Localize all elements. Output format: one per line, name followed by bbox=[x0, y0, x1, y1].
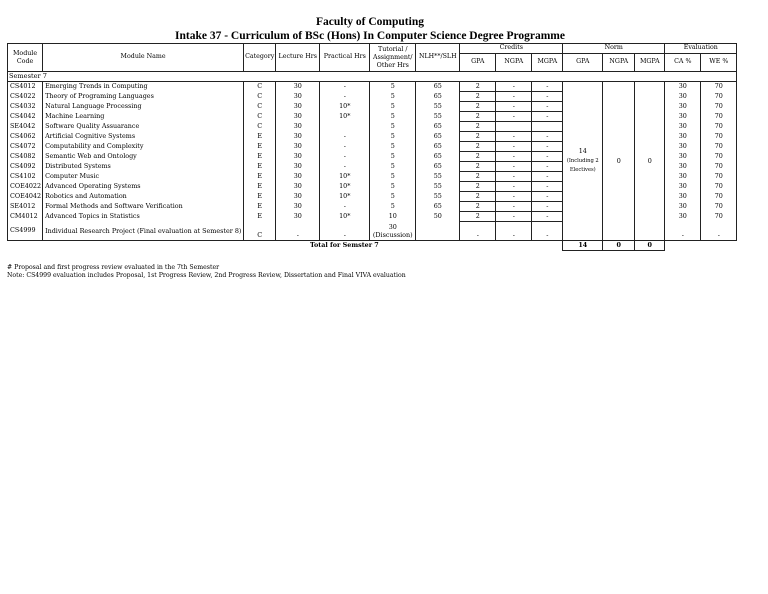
total-label: Total for Semster 7 bbox=[310, 241, 379, 250]
curriculum-title: Intake 37 - Curriculum of BSc (Hons) In Computer Science Degree Programme bbox=[175, 30, 565, 42]
module-nlh: 65 bbox=[416, 162, 460, 172]
module-credit-ngpa: - bbox=[496, 102, 532, 112]
header-module-name: Module Name bbox=[43, 44, 244, 72]
module-name: Theory of Programing Languages bbox=[43, 92, 244, 102]
norm-mgpa-cell: 0 bbox=[635, 82, 665, 241]
header-module-code: Module Code bbox=[8, 44, 43, 72]
module-ca: 30 bbox=[665, 142, 701, 152]
module-code: CS4072 bbox=[8, 142, 43, 152]
module-tutorial-hrs: 5 bbox=[370, 142, 416, 152]
module-nlh: 55 bbox=[416, 102, 460, 112]
module-credit-ngpa: - bbox=[496, 152, 532, 162]
module-tutorial-hrs: 5 bbox=[370, 182, 416, 192]
module-name: Robotics and Automation bbox=[43, 192, 244, 202]
module-practical-hrs: 10* bbox=[320, 182, 370, 192]
module-ca: 30 bbox=[665, 162, 701, 172]
module-credit-gpa: 2 bbox=[460, 102, 496, 112]
module-code: COE4042 bbox=[8, 192, 43, 202]
module-we: 70 bbox=[701, 192, 737, 202]
module-tutorial-hrs: 5 bbox=[370, 192, 416, 202]
module-credit-mgpa: - bbox=[532, 202, 563, 212]
module-lecture-hrs: 30 bbox=[276, 142, 320, 152]
header-practical-hrs: Practical Hrs bbox=[320, 44, 370, 72]
module-ca: 30 bbox=[665, 152, 701, 162]
module-practical-hrs: - bbox=[320, 152, 370, 162]
module-we: 70 bbox=[701, 172, 737, 182]
module-we: 70 bbox=[701, 202, 737, 212]
total-row bbox=[8, 241, 737, 251]
module-we: 70 bbox=[701, 102, 737, 112]
footnote-proposal: # Proposal and first progress review evaluated in the 7th Semester bbox=[7, 264, 220, 271]
module-category: C bbox=[244, 222, 276, 241]
module-credit-mgpa: - bbox=[532, 92, 563, 102]
module-ca: 30 bbox=[665, 112, 701, 122]
module-credit-mgpa: - bbox=[532, 192, 563, 202]
module-lecture-hrs: 30 bbox=[276, 102, 320, 112]
module-credit-ngpa: - bbox=[496, 182, 532, 192]
module-lecture-hrs: - bbox=[276, 222, 320, 241]
module-tutorial-hrs: 5 bbox=[370, 172, 416, 182]
header-tutorial-hrs: Tutorial / Assignment/ Other Hrs bbox=[370, 44, 416, 72]
module-lecture-hrs: 30 bbox=[276, 182, 320, 192]
module-lecture-hrs: 30 bbox=[276, 82, 320, 92]
module-credit-gpa: 2 bbox=[460, 182, 496, 192]
module-credit-mgpa: - bbox=[532, 82, 563, 92]
module-practical-hrs: - bbox=[320, 222, 370, 241]
header-credits-ngpa: NGPA bbox=[496, 54, 532, 72]
header-ca: CA % bbox=[665, 54, 701, 72]
module-credit-ngpa: - bbox=[496, 82, 532, 92]
header-lecture-hrs: Lecture Hrs bbox=[276, 44, 320, 72]
total-ngpa: 0 bbox=[603, 241, 635, 251]
module-credit-gpa: 2 bbox=[460, 202, 496, 212]
module-credit-gpa: 2 bbox=[460, 82, 496, 92]
header-credits: Credits bbox=[460, 44, 563, 54]
module-credit-gpa: 2 bbox=[460, 172, 496, 182]
module-code: SE4042 bbox=[8, 122, 43, 132]
module-credit-mgpa: - bbox=[532, 132, 563, 142]
module-credit-mgpa: - bbox=[532, 172, 563, 182]
module-credit-mgpa: - bbox=[532, 222, 563, 241]
module-we: 70 bbox=[701, 92, 737, 102]
module-name: Computer Music bbox=[43, 172, 244, 182]
norm-gpa-cell bbox=[563, 82, 603, 241]
module-nlh bbox=[416, 222, 460, 241]
module-code: CS4062 bbox=[8, 132, 43, 142]
module-practical-hrs: 10* bbox=[320, 212, 370, 222]
header-category: Category bbox=[244, 44, 276, 72]
module-credit-mgpa: - bbox=[532, 212, 563, 222]
module-nlh: 65 bbox=[416, 82, 460, 92]
norm-gpa-note: (Including 2 Electives) bbox=[566, 157, 599, 174]
module-category: E bbox=[244, 202, 276, 212]
module-category: E bbox=[244, 192, 276, 202]
header-we: WE % bbox=[701, 54, 737, 72]
module-nlh: 55 bbox=[416, 112, 460, 122]
module-credit-mgpa: - bbox=[532, 112, 563, 122]
module-practical-hrs: - bbox=[320, 202, 370, 212]
header-norm: Norm bbox=[563, 44, 665, 54]
module-nlh: 50 bbox=[416, 212, 460, 222]
module-credit-ngpa: - bbox=[496, 192, 532, 202]
module-lecture-hrs: 30 bbox=[276, 132, 320, 142]
norm-ngpa-cell: 0 bbox=[603, 82, 635, 241]
module-ca: 30 bbox=[665, 92, 701, 102]
module-tutorial-hrs: 5 bbox=[370, 152, 416, 162]
module-tutorial-hrs: 10 bbox=[370, 212, 416, 222]
module-credit-ngpa: - bbox=[496, 212, 532, 222]
module-code: CS4032 bbox=[8, 102, 43, 112]
module-name: Emerging Trends in Computing bbox=[43, 82, 244, 92]
module-ca: 30 bbox=[665, 172, 701, 182]
module-practical-hrs: - bbox=[320, 142, 370, 152]
footnote-evaluation: Note: CS4999 evaluation includes Proposal, 1st Progress Review, 2nd Progress Review, Dissertation and Final VIVA evaluation bbox=[7, 272, 406, 279]
module-credit-gpa: 2 bbox=[460, 212, 496, 222]
module-credit-mgpa bbox=[532, 122, 563, 132]
norm-gpa-value: 14 bbox=[578, 146, 587, 155]
module-nlh: 55 bbox=[416, 172, 460, 182]
module-credit-gpa: 2 bbox=[460, 142, 496, 152]
module-name: Individual Research Project (Final evaluation at Semester 8) bbox=[43, 222, 244, 241]
module-we: 70 bbox=[701, 182, 737, 192]
module-credit-gpa: - bbox=[460, 222, 496, 241]
module-code: CS4042 bbox=[8, 112, 43, 122]
module-practical-hrs: 10* bbox=[320, 102, 370, 112]
module-ca: 30 bbox=[665, 182, 701, 192]
module-lecture-hrs: 30 bbox=[276, 122, 320, 132]
module-lecture-hrs: 30 bbox=[276, 92, 320, 102]
module-credit-ngpa: - bbox=[496, 142, 532, 152]
module-we: 70 bbox=[701, 142, 737, 152]
total-gpa: 14 bbox=[563, 241, 603, 251]
module-name: Advanced Operating Systems bbox=[43, 182, 244, 192]
module-tutorial-hrs: 5 bbox=[370, 122, 416, 132]
module-category: C bbox=[244, 112, 276, 122]
total-empty-ca bbox=[665, 241, 701, 251]
module-category: C bbox=[244, 122, 276, 132]
header-norm-mgpa: MGPA bbox=[635, 54, 665, 72]
module-nlh: 65 bbox=[416, 132, 460, 142]
module-credit-mgpa: - bbox=[532, 162, 563, 172]
module-category: E bbox=[244, 142, 276, 152]
total-mgpa: 0 bbox=[635, 241, 665, 251]
module-code: CS4102 bbox=[8, 172, 43, 182]
module-nlh: 65 bbox=[416, 122, 460, 132]
module-practical-hrs: - bbox=[320, 162, 370, 172]
module-code: CM4012 bbox=[8, 212, 43, 222]
module-category: E bbox=[244, 212, 276, 222]
module-credit-ngpa bbox=[496, 122, 532, 132]
module-code: CS4999 bbox=[8, 222, 43, 241]
module-we: 70 bbox=[701, 152, 737, 162]
module-we: 70 bbox=[701, 162, 737, 172]
module-tutorial-hrs: 5 bbox=[370, 132, 416, 142]
module-practical-hrs bbox=[320, 122, 370, 132]
module-name: Distributed Systems bbox=[43, 162, 244, 172]
module-credit-gpa: 2 bbox=[460, 192, 496, 202]
module-credit-gpa: 2 bbox=[460, 112, 496, 122]
module-code: CS4022 bbox=[8, 92, 43, 102]
semester-row bbox=[8, 72, 737, 82]
module-name: Software Quality Assuarance bbox=[43, 122, 244, 132]
module-code: SE4012 bbox=[8, 202, 43, 212]
module-nlh: 55 bbox=[416, 182, 460, 192]
module-ca: 30 bbox=[665, 82, 701, 92]
module-ca: 30 bbox=[665, 212, 701, 222]
module-tutorial-hrs: 5 bbox=[370, 102, 416, 112]
module-tutorial-hrs: 30 (Discussion) bbox=[370, 222, 416, 241]
module-name: Machine Learning bbox=[43, 112, 244, 122]
module-we: 70 bbox=[701, 82, 737, 92]
module-credit-ngpa: - bbox=[496, 222, 532, 241]
module-name: Natural Language Processing bbox=[43, 102, 244, 112]
header-norm-ngpa: NGPA bbox=[603, 54, 635, 72]
module-credit-gpa: 2 bbox=[460, 162, 496, 172]
curriculum-table bbox=[7, 43, 737, 251]
module-category: E bbox=[244, 182, 276, 192]
module-ca: 30 bbox=[665, 102, 701, 112]
module-credit-gpa: 2 bbox=[460, 132, 496, 142]
header-row-1 bbox=[8, 44, 737, 54]
module-tutorial-hrs: 5 bbox=[370, 162, 416, 172]
module-tutorial-hrs: 5 bbox=[370, 92, 416, 102]
module-name: Computability and Complexity bbox=[43, 142, 244, 152]
module-we: 70 bbox=[701, 132, 737, 142]
module-credit-ngpa: - bbox=[496, 92, 532, 102]
module-practical-hrs: - bbox=[320, 82, 370, 92]
module-tutorial-hrs: 5 bbox=[370, 82, 416, 92]
module-lecture-hrs: 30 bbox=[276, 192, 320, 202]
header-credits-gpa: GPA bbox=[460, 54, 496, 72]
module-category: E bbox=[244, 172, 276, 182]
module-code: CS4092 bbox=[8, 162, 43, 172]
module-credit-ngpa: - bbox=[496, 172, 532, 182]
module-ca: 30 bbox=[665, 202, 701, 212]
module-credit-mgpa: - bbox=[532, 102, 563, 112]
module-code: CS4082 bbox=[8, 152, 43, 162]
header-nlh: NLH**/SLH bbox=[416, 44, 460, 72]
header-credits-mgpa: MGPA bbox=[532, 54, 563, 72]
module-credit-gpa: 2 bbox=[460, 92, 496, 102]
module-credit-mgpa: - bbox=[532, 182, 563, 192]
module-lecture-hrs: 30 bbox=[276, 112, 320, 122]
module-nlh: 65 bbox=[416, 92, 460, 102]
module-credit-ngpa: - bbox=[496, 112, 532, 122]
module-category: E bbox=[244, 132, 276, 142]
module-practical-hrs: 10* bbox=[320, 192, 370, 202]
total-empty-we bbox=[701, 241, 737, 251]
module-nlh: 65 bbox=[416, 202, 460, 212]
module-category: C bbox=[244, 102, 276, 112]
module-name: Artificial Cognitive Systems bbox=[43, 132, 244, 142]
semester-label: Semester 7 bbox=[8, 72, 737, 82]
module-ca: 30 bbox=[665, 132, 701, 142]
module-credit-mgpa: - bbox=[532, 152, 563, 162]
module-we: 70 bbox=[701, 112, 737, 122]
module-practical-hrs: 10* bbox=[320, 112, 370, 122]
module-name: Formal Methods and Software Verification bbox=[43, 202, 244, 212]
module-code: COE4022 bbox=[8, 182, 43, 192]
module-practical-hrs: - bbox=[320, 132, 370, 142]
module-name: Advanced Topics in Statistics bbox=[43, 212, 244, 222]
module-we: - bbox=[701, 222, 737, 241]
module-credit-mgpa: - bbox=[532, 142, 563, 152]
module-name: Semantic Web and Ontology bbox=[43, 152, 244, 162]
module-ca: 30 bbox=[665, 122, 701, 132]
module-credit-ngpa: - bbox=[496, 132, 532, 142]
module-credit-ngpa: - bbox=[496, 202, 532, 212]
module-tutorial-hrs: 5 bbox=[370, 112, 416, 122]
module-lecture-hrs: 30 bbox=[276, 202, 320, 212]
module-ca: - bbox=[665, 222, 701, 241]
module-lecture-hrs: 30 bbox=[276, 172, 320, 182]
module-ca: 30 bbox=[665, 192, 701, 202]
module-lecture-hrs: 30 bbox=[276, 152, 320, 162]
module-credit-gpa: 2 bbox=[460, 122, 496, 132]
module-we: 70 bbox=[701, 122, 737, 132]
module-category: E bbox=[244, 162, 276, 172]
module-practical-hrs: 10* bbox=[320, 172, 370, 182]
header-norm-gpa: GPA bbox=[563, 54, 603, 72]
module-credit-gpa: 2 bbox=[460, 152, 496, 162]
table-row bbox=[8, 82, 737, 92]
module-code: CS4012 bbox=[8, 82, 43, 92]
module-credit-ngpa: - bbox=[496, 162, 532, 172]
module-nlh: 55 bbox=[416, 192, 460, 202]
module-category: C bbox=[244, 92, 276, 102]
module-nlh: 65 bbox=[416, 142, 460, 152]
module-practical-hrs: - bbox=[320, 92, 370, 102]
faculty-title: Faculty of Computing bbox=[316, 16, 424, 28]
module-we: 70 bbox=[701, 212, 737, 222]
module-category: E bbox=[244, 152, 276, 162]
header-evaluation: Evaluation bbox=[665, 44, 737, 54]
module-tutorial-hrs: 5 bbox=[370, 202, 416, 212]
module-lecture-hrs: 30 bbox=[276, 212, 320, 222]
module-lecture-hrs: 30 bbox=[276, 162, 320, 172]
module-nlh: 65 bbox=[416, 152, 460, 162]
module-category: C bbox=[244, 82, 276, 92]
